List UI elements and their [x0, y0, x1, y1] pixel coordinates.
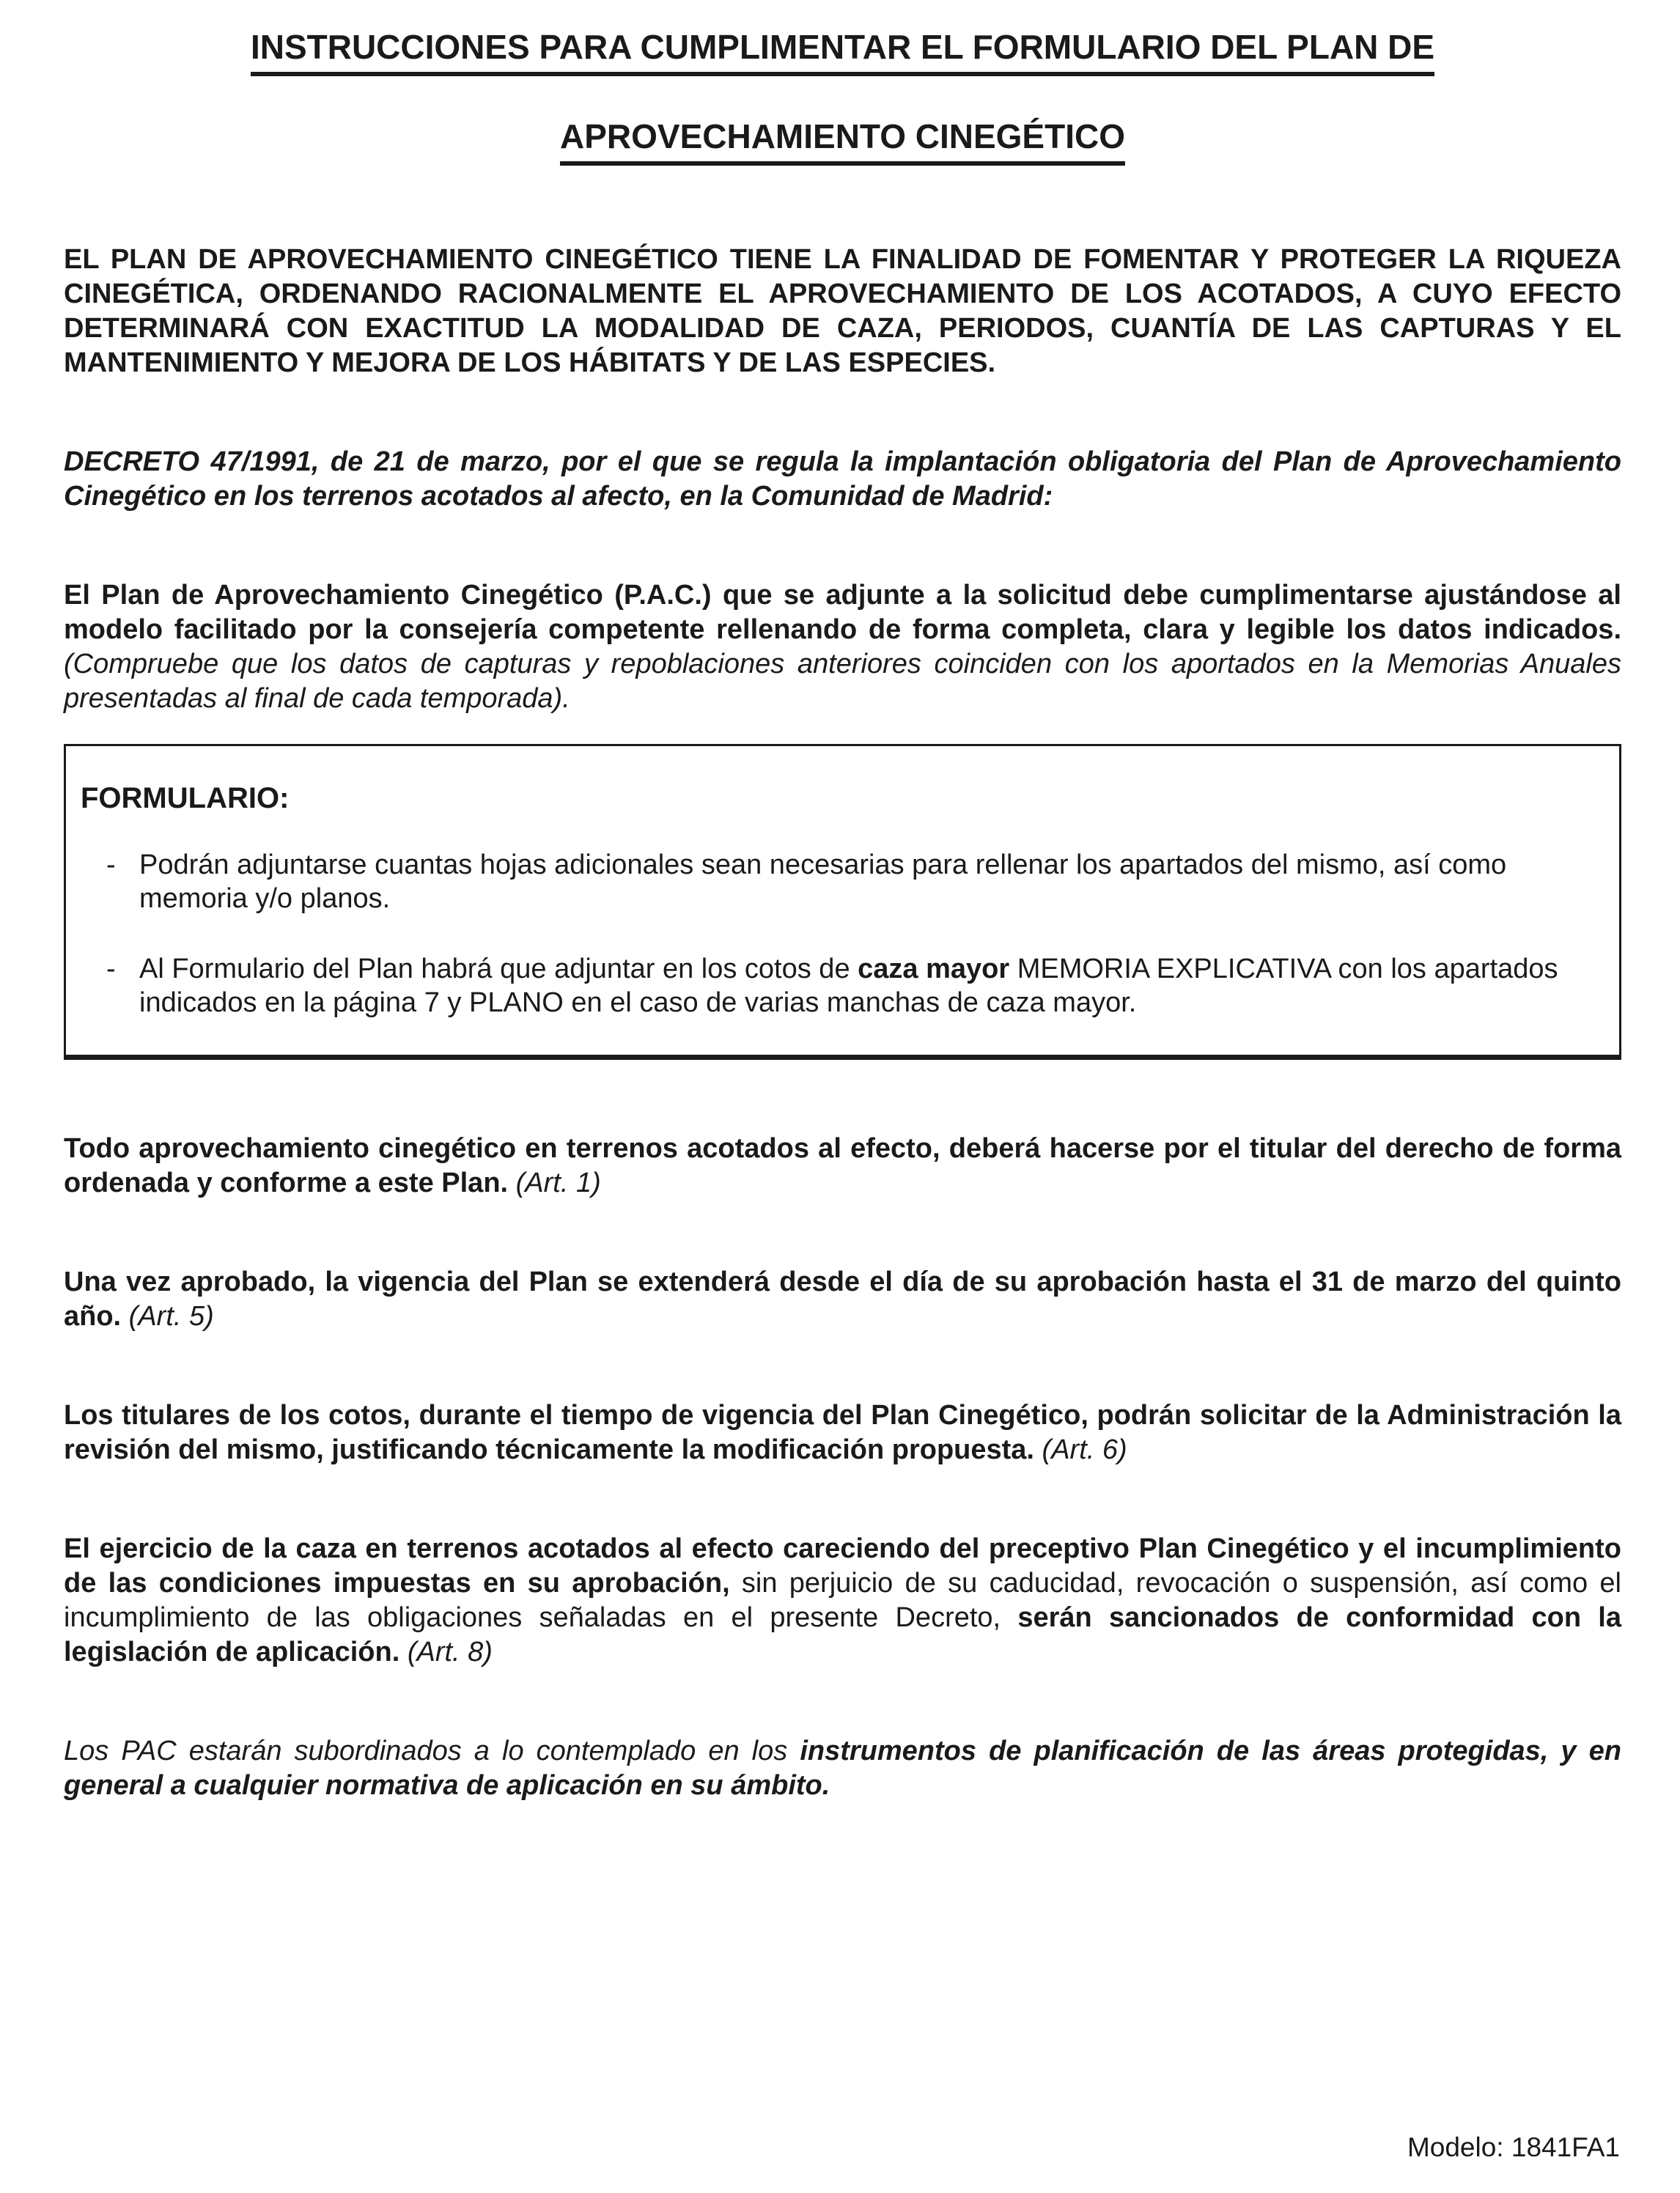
article-6-paragraph [64, 1398, 1621, 1467]
article-8-bold-1: El ejercicio de la caza en terrenos acotados al efecto careciendo del preceptivo Plan Cinegético y el incumplimiento de las condiciones impuestas en su aprobación, [64, 1533, 1621, 1599]
bullet-2-pre: Al Formulario del Plan habrá que adjuntar en los cotos de [139, 954, 858, 984]
closing-bold-italic-text: instrumentos de planificación de las áreas protegidas, y en general a cualquier normativa de aplicación en su ámbito. [64, 1736, 1621, 1801]
intro-paragraph [64, 243, 1621, 380]
model-number: Modelo: 1841FA1 [1407, 2132, 1620, 2162]
article-1-ref: (Art. 1) [508, 1168, 601, 1198]
closing-italic-text: Los PAC estarán subordinados a lo contemplado en los [64, 1736, 800, 1766]
decree-text: DECRETO 47/1991, de 21 de marzo, por el que se regula la implantación obligatoria del Plan de Aprovechamiento Cinegético en los terrenos acotados al afecto, en la Comunidad de Madrid: [64, 446, 1621, 512]
formulario-bullet-2 [106, 952, 1605, 1020]
article-8-bold-2: serán sancionados de conformidad con la legislación de aplicación. [64, 1602, 1621, 1667]
bullet-marker: - [106, 954, 116, 984]
formulario-bullet-2-text [139, 952, 1605, 1020]
pac-bold-text: El Plan de Aprovechamiento Cinegético (P.A.C.) que se adjunte a la solicitud debe cumplimentarse ajustándose al modelo facilitado por la consejería competente rellenando de forma completa, clara y legible los datos indicados. [64, 580, 1621, 645]
article-5-paragraph [64, 1265, 1621, 1334]
article-5-text: Una vez aprobado, la vigencia del Plan se extenderá desde el día de su aprobación hasta el 31 de marzo del quinto año. [64, 1267, 1621, 1332]
article-8-ref: (Art. 8) [399, 1637, 493, 1667]
article-8-paragraph [64, 1532, 1621, 1670]
title-line-2: APROVECHAMIENTO CINEGÉTICO [64, 117, 1621, 166]
formulario-bullet-1-text: Podrán adjuntarse cuantas hojas adicionales sean necesarias para rellenar los apartados del mismo, así como memoria y/o planos. [139, 849, 1507, 914]
title-line-1: INSTRUCCIONES PARA CUMPLIMENTAR EL FORMULARIO DEL PLAN DE [64, 28, 1621, 76]
article-1-paragraph [64, 1132, 1621, 1201]
formulario-heading: FORMULARIO: [81, 782, 290, 814]
article-6-ref: (Art. 6) [1034, 1434, 1127, 1465]
bullet-2-bold: caza mayor [858, 954, 1010, 984]
decree-paragraph [64, 445, 1621, 514]
pac-note-text: (Compruebe que los datos de capturas y repoblaciones anteriores coinciden con los aportados en la Memorias Anuales presentadas al final de cada temporada). [64, 649, 1621, 714]
document-title [64, 28, 1621, 166]
article-8-regular: sin perjuicio de su caducidad, revocación o suspensión, así como el incumplimiento de las obligaciones señaladas en el presente Decreto, [64, 1568, 1621, 1633]
pac-paragraph [64, 578, 1621, 716]
formulario-bullet-1 [106, 848, 1605, 915]
article-5-ref: (Art. 5) [121, 1301, 214, 1332]
bullet-marker: - [106, 849, 116, 880]
bullet-2-post: MEMORIA EXPLICATIVA con los apartados indicados en la página 7 y PLANO en el caso de varias manchas de caza mayor. [139, 954, 1558, 1018]
article-6-text: Los titulares de los cotos, durante el tiempo de vigencia del Plan Cinegético, podrán solicitar de la Administración la revisión del mismo, justificando técnicamente la modificación propuesta. [64, 1400, 1621, 1465]
article-1-text: Todo aprovechamiento cinegético en terrenos acotados al efecto, deberá hacerse por el titular del derecho de forma ordenada y conforme a este Plan. [64, 1133, 1621, 1198]
formulario-box [64, 744, 1621, 1060]
intro-text: EL PLAN DE APROVECHAMIENTO CINEGÉTICO TIENE LA FINALIDAD DE FOMENTAR Y PROTEGER LA RIQUEZA CINEGÉTICA, ORDENANDO RACIONALMENTE EL APROVECHAMIENTO DE LOS ACOTADOS, A CUYO EFECTO DETERMINARÁ CON EXACTITUD LA MODALIDAD DE CAZA, PERIODOS, CUANTÍA DE LAS CAPTURAS Y EL MANTENIMIENTO Y MEJORA DE LOS HÁBITATS Y DE LAS ESPECIES. [64, 244, 1621, 378]
closing-paragraph [64, 1734, 1621, 1803]
